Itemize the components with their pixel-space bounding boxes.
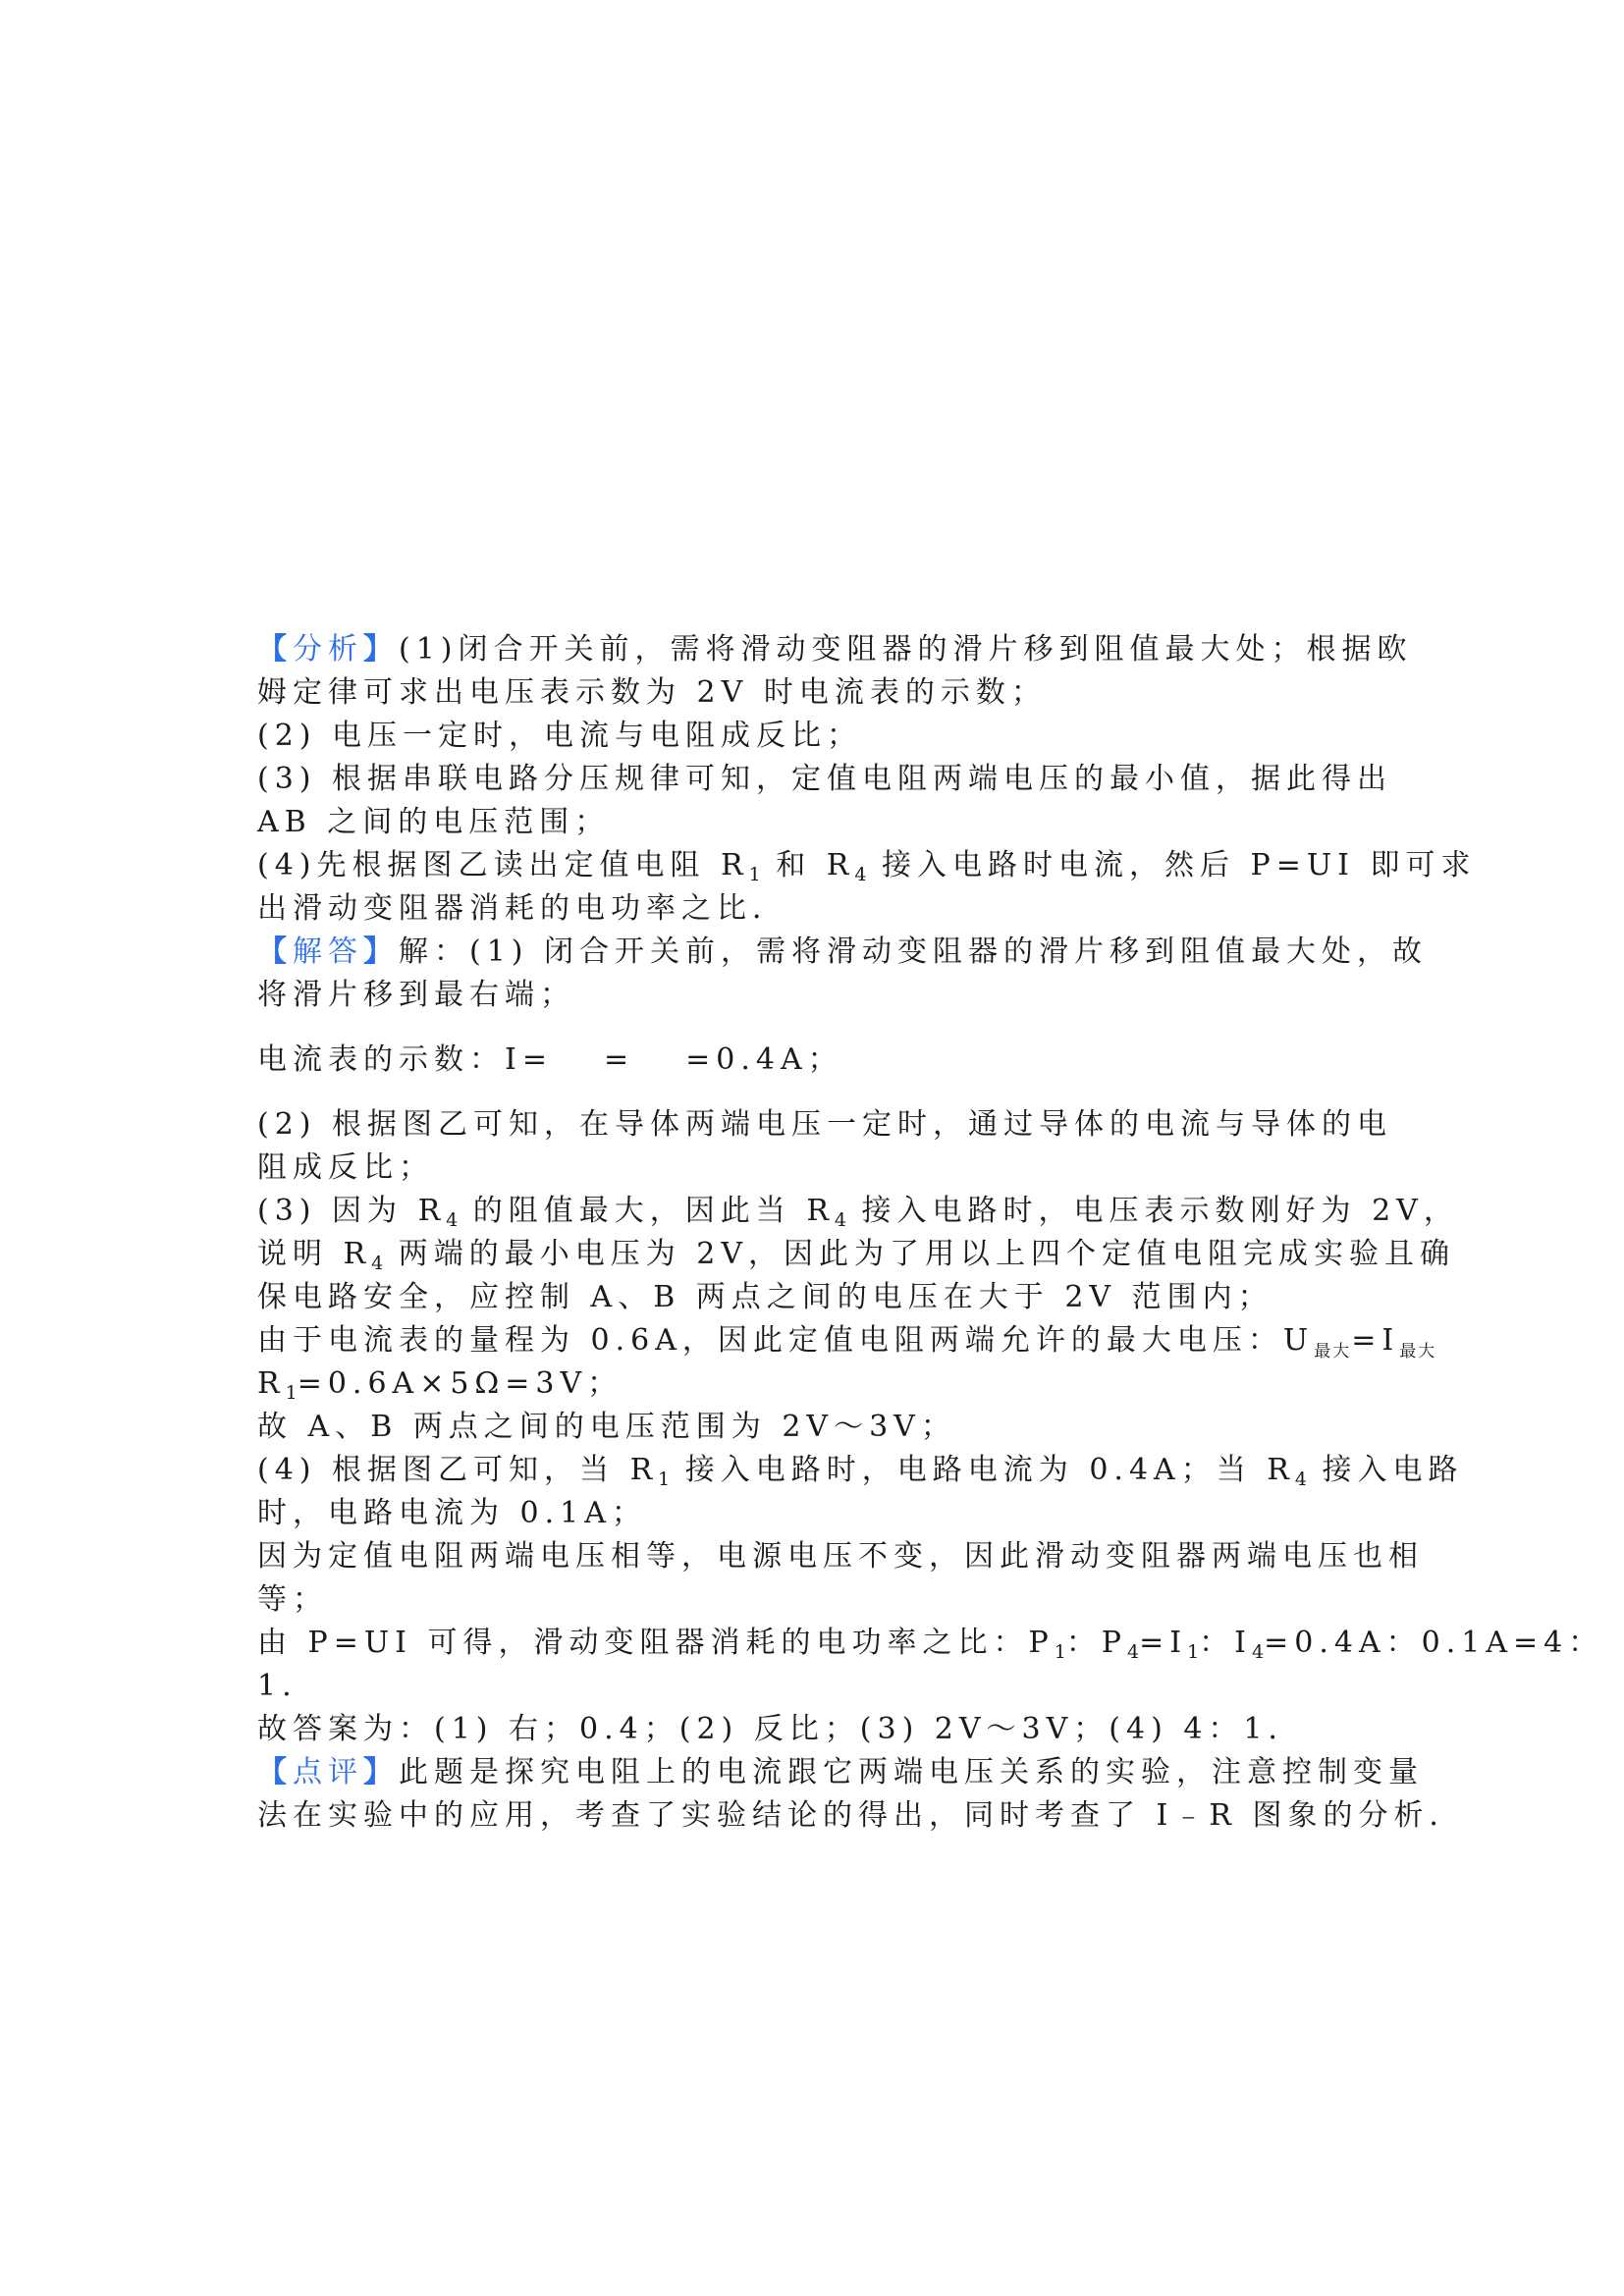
subscript: 4 [834, 1209, 847, 1231]
comment-line-1 [257, 1751, 1424, 1794]
analysis-text: (1)闭合开关前，需将滑动变阻器的滑片移到阻值最大处；根据欧 [399, 632, 1413, 667]
solution-line-12 [257, 1449, 1464, 1492]
bracket-open: 【 [257, 934, 293, 969]
solution-text: 电流表的示数：I= [257, 1042, 553, 1077]
subscript: 1 [658, 1468, 671, 1490]
solution-text: ：I [1199, 1626, 1253, 1660]
solution-line-16 [257, 1622, 1604, 1665]
solution-line-18: 故答案为：(1) 右；0.4；(2) 反比；(3) 2V～3V；(4) 4：1． [257, 1712, 1304, 1746]
spacer [257, 1082, 1381, 1103]
solution-text: (3) 因为 R [257, 1194, 447, 1228]
analysis-text: 和 R [760, 848, 855, 882]
solution-document [257, 628, 1604, 1838]
solution-line-14: 因为定值电阻两端电压相等，电源电压不变，因此滑动变阻器两端电压也相 [257, 1539, 1424, 1574]
comment-line-2: 法在实验中的应用，考查了实验结论的得出，同时考查了 I﹣R 图象的分析． [257, 1798, 1465, 1833]
solution-line-1 [257, 931, 1429, 974]
solution-text: =I [1139, 1626, 1188, 1660]
solution-line-8: 保电路安全，应控制 A、B 两点之间的电压在大于 2V 范围内； [257, 1280, 1273, 1314]
solution-text: R [257, 1366, 286, 1401]
subscript: 4 [1252, 1641, 1265, 1663]
solution-text: 由 P=UI 可得，滑动变阻器消耗的电功率之比：P [257, 1626, 1055, 1660]
subscript: 4 [1127, 1641, 1140, 1663]
solution-text: 说明 R [257, 1237, 372, 1271]
solution-text: 接入电路时，电压表示数刚好为 2V， [846, 1194, 1459, 1228]
comment-tag: 点评 [293, 1755, 363, 1789]
subscript: 4 [854, 864, 867, 885]
solution-line-4: (2) 根据图乙可知，在导体两端电压一定时，通过导体的电流与导体的电 [257, 1107, 1393, 1142]
solution-line-6 [257, 1190, 1459, 1233]
analysis-text: 接入电路时电流，然后 P=UI 即可求 [866, 848, 1477, 882]
solution-line-15: 等； [257, 1582, 328, 1617]
solution-text: =I [1351, 1323, 1400, 1358]
solution-line-7 [257, 1233, 1456, 1276]
solution-text: (4) 根据图乙可知，当 R [257, 1453, 659, 1487]
solution-line-13: 时，电路电流为 0.1A； [257, 1496, 647, 1530]
solution-line-11: 故 A、B 两点之间的电压范围为 2V～3V； [257, 1410, 956, 1444]
analysis-text: (4)先根据图乙读出定值电阻 R [257, 848, 749, 882]
bracket-close: 】 [363, 632, 399, 667]
solution-line-2: 将滑片移到最右端； [257, 978, 575, 1012]
solution-text: = [604, 1042, 635, 1077]
subscript: 4 [1294, 1468, 1307, 1490]
solution-line-9 [257, 1319, 1437, 1362]
subscript: 最大 [1314, 1342, 1352, 1362]
solution-text: 的阻值最大，因此当 R [458, 1194, 835, 1228]
subscript: 4 [371, 1253, 384, 1274]
solution-text: =0.4A：0.1A=4： [1264, 1626, 1604, 1660]
subscript: 1 [748, 864, 761, 885]
analysis-line-7: 出滑动变阻器消耗的电功率之比． [257, 891, 787, 926]
spacer [257, 1017, 1381, 1039]
solution-text: =0.6A×5Ω=3V； [297, 1366, 623, 1401]
comment-text: 此题是探究电阻上的电流跟它两端电压关系的实验，注意控制变量 [399, 1755, 1424, 1789]
analysis-line-4: (3) 根据串联电路分压规律可知，定值电阻两端电压的最小值，据此得出 [257, 762, 1393, 796]
solution-line-5: 阻成反比； [257, 1150, 434, 1185]
subscript: 1 [1187, 1641, 1200, 1663]
solution-text: ：P [1065, 1626, 1127, 1660]
bracket-open: 【 [257, 632, 293, 667]
solution-line-10 [257, 1362, 1381, 1406]
solution-line-17: 1. [257, 1669, 298, 1703]
analysis-line-3: (2) 电压一定时，电流与电阻成反比； [257, 719, 863, 753]
solution-text: 接入电路时，电路电流为 0.4A；当 R [670, 1453, 1295, 1487]
solution-text: 解：(1) 闭合开关前，需将滑动变阻器的滑片移到阻值最大处，故 [399, 934, 1429, 969]
bracket-close: 】 [363, 934, 399, 969]
analysis-line-5: AB 之间的电压范围； [257, 805, 611, 839]
solution-tag: 解答 [293, 934, 363, 969]
analysis-tag: 分析 [293, 632, 363, 667]
subscript: 1 [285, 1382, 298, 1404]
solution-text: 接入电路 [1306, 1453, 1464, 1487]
analysis-line-6 [257, 844, 1477, 887]
solution-text: 由于电流表的量程为 0.6A，因此定值电阻两端允许的最大电压：U [257, 1323, 1315, 1358]
bracket-open: 【 [257, 1755, 293, 1789]
solution-text: =0.4A； [685, 1042, 843, 1077]
solution-line-3 [257, 1039, 1381, 1082]
subscript: 4 [446, 1209, 459, 1231]
bracket-close: 】 [363, 1755, 399, 1789]
subscript: 最大 [1399, 1342, 1437, 1362]
analysis-line-2: 姆定律可求出电压表示数为 2V 时电流表的示数； [257, 675, 1047, 710]
solution-text: 两端的最小电压为 2V，因此为了用以上四个定值电阻完成实验且确 [383, 1237, 1456, 1271]
analysis-line-1 [257, 628, 1413, 671]
subscript: 1 [1054, 1641, 1066, 1663]
